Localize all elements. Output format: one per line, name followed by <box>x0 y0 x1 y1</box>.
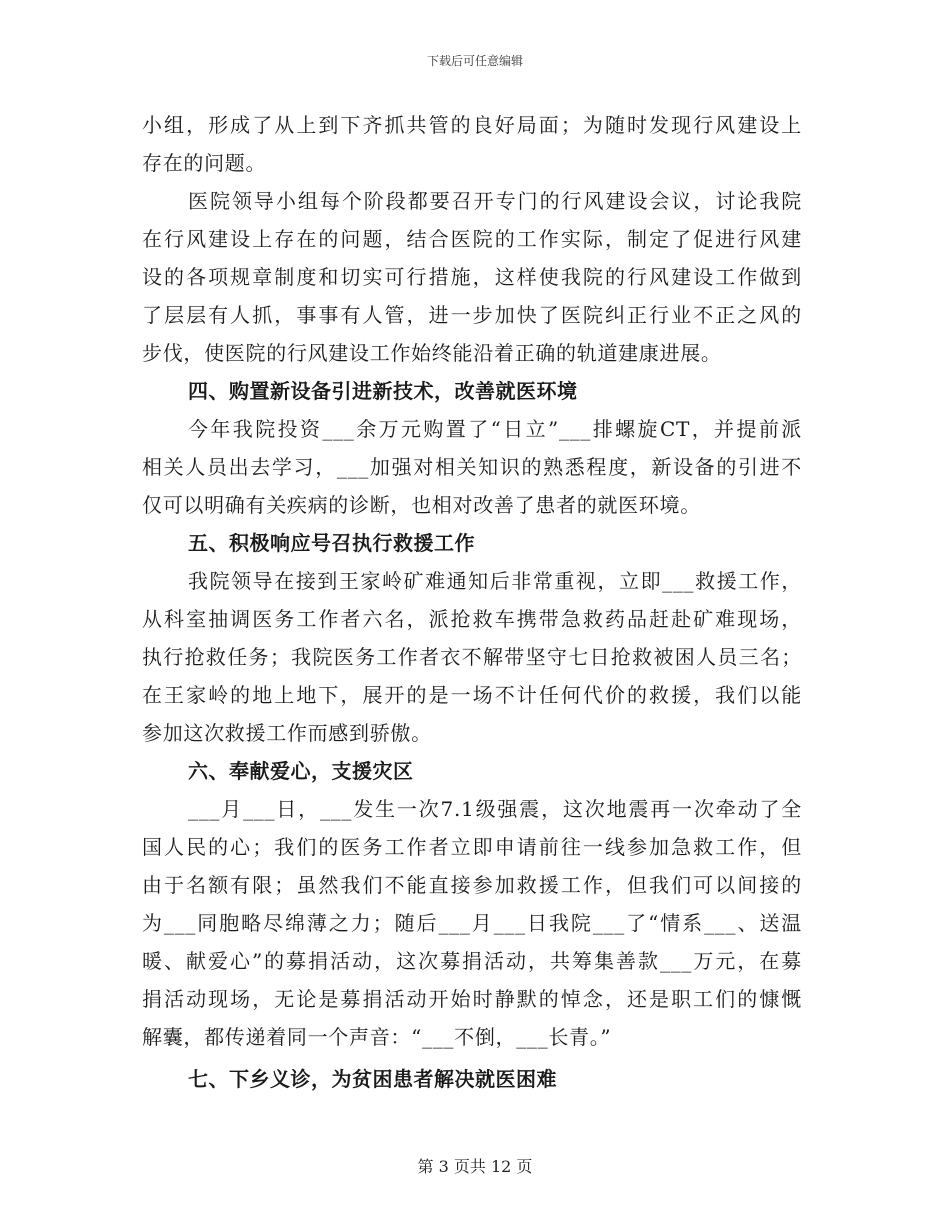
paragraph <box>142 562 802 752</box>
page-header: 下载后可任意编辑 <box>426 54 523 68</box>
section-heading: 七、下乡义诊，为贫困患者解决就医困难 <box>188 1067 557 1091</box>
text-line: 捐活动现场，无论是募捐活动开始时静默的悼念，还是职工们的慷慨 <box>142 987 802 1011</box>
text-line: 相关人员出去学习，___加强对相关知识的熟悉程度，新设备的引进不 <box>142 455 802 479</box>
paragraph <box>142 106 802 182</box>
paragraph <box>142 790 802 1056</box>
text-line: 在王家岭的地上地下，展开的是一场不计任何代价的救援，我们以能 <box>142 683 802 707</box>
text-line: 解囊，都传递着同一个声音：“___不倒，___长青。” <box>142 1025 612 1049</box>
page-footer: 第 3 页共 12 页 <box>417 1157 533 1176</box>
section-heading: 六、奉献爱心，支援灾区 <box>188 759 414 783</box>
text-line: 暖、献爱心”的募捐活动，这次募捐活动，共筹集善款___万元，在募 <box>142 949 802 973</box>
text-line: 参加这次救援工作而感到骄傲。 <box>142 721 432 745</box>
text-line: 国人民的心；我们的医务工作者立即申请前往一线参加急救工作，但 <box>142 835 802 859</box>
text-line: 由于名额有限；虽然我们不能直接参加救援工作，但我们可以间接的 <box>142 873 802 897</box>
text-line: 小组，形成了从上到下齐抓共管的良好局面；为随时发现行风建设上 <box>142 113 802 137</box>
text-line: 从科室抽调医务工作者六名，派抢救车携带急救药品赶赴矿难现场， <box>142 607 802 631</box>
text-line: 在行风建设上存在的问题，结合医院的工作实际，制定了促进行风建 <box>142 227 802 251</box>
text-line: 存在的问题。 <box>142 151 267 175</box>
section-heading: 四、购置新设备引进新技术，改善就医环境 <box>188 379 578 403</box>
document-body <box>142 106 802 1098</box>
paragraph <box>142 410 802 524</box>
text-line: 仅可以明确有关疾病的诊断，也相对改善了患者的就医环境。 <box>142 493 701 517</box>
paragraph <box>142 182 802 372</box>
text-line: 我院领导在接到王家岭矿难通知后非常重视，立即___救援工作， <box>188 569 802 593</box>
text-line: 设的各项规章制度和切实可行措施，这样使我院的行风建设工作做到 <box>142 265 802 289</box>
section-heading: 五、积极响应号召执行救援工作 <box>188 531 475 555</box>
text-line: ___月___日，___发生一次7.1级强震，这次地震再一次牵动了全 <box>188 797 802 821</box>
text-line: 步伐，使医院的行风建设工作始终能沿着正确的轨道建康进展。 <box>142 341 722 365</box>
text-line: 了层层有人抓，事事有人管，进一步加快了医院纠正行业不正之风的 <box>142 303 802 327</box>
text-line: 今年我院投资___余万元购置了“日立”___排螺旋CT，并提前派 <box>188 417 802 441</box>
text-line: 执行抢救任务；我院医务工作者衣不解带坚守七日抢救被困人员三名； <box>142 645 802 669</box>
text-line: 医院领导小组每个阶段都要召开专门的行风建设会议，讨论我院 <box>188 189 802 213</box>
text-line: 为___同胞略尽绵薄之力；随后___月___日我院___了“情系___、送温 <box>142 911 802 935</box>
